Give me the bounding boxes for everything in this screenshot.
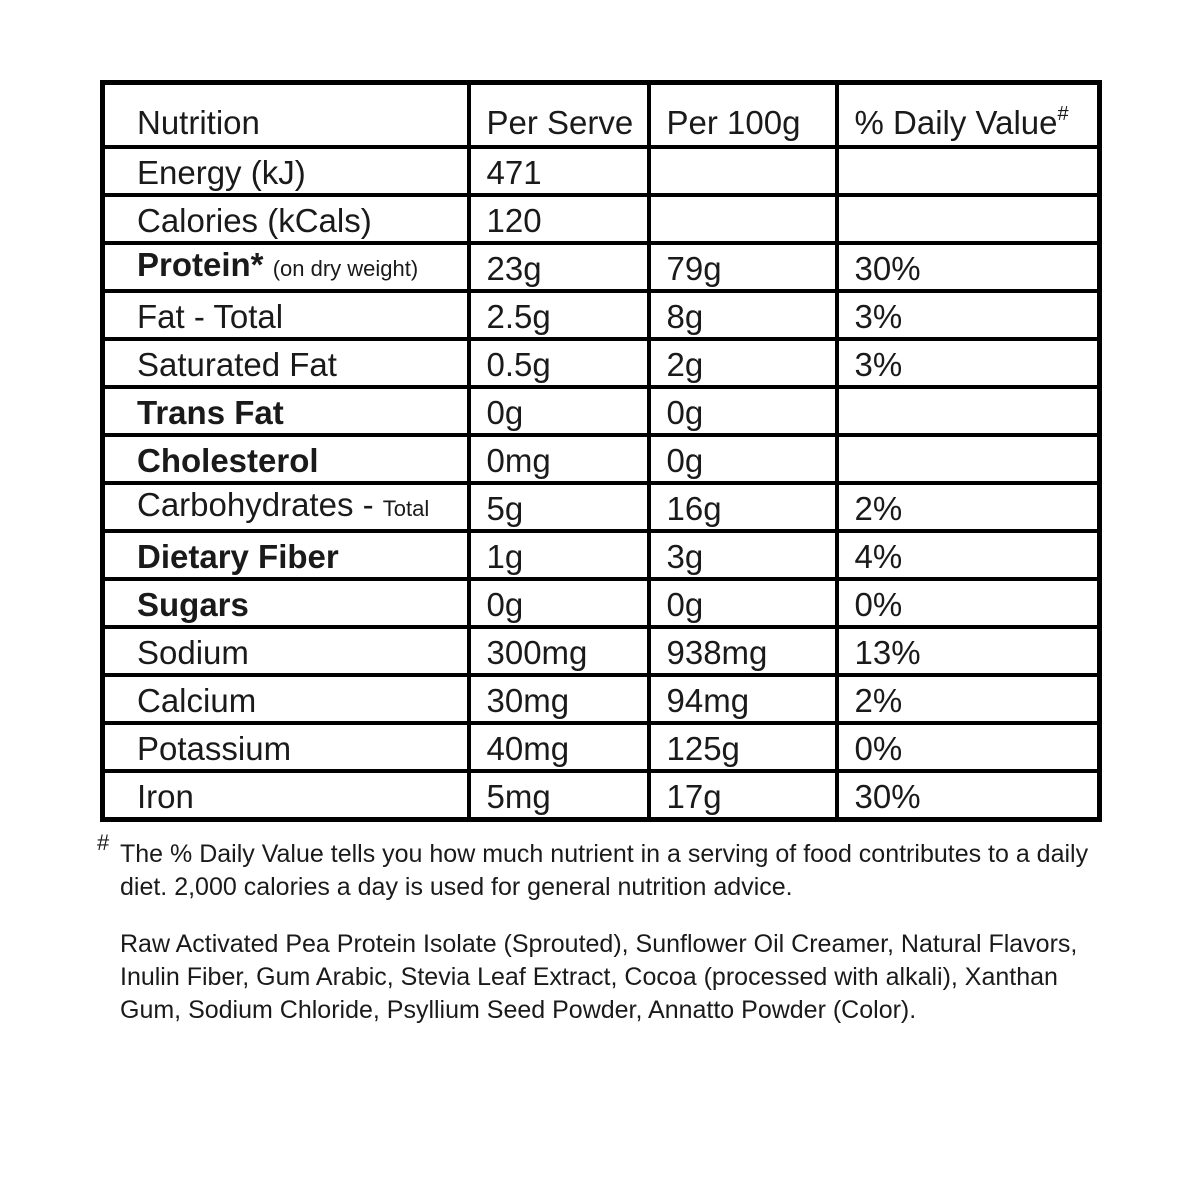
- nutrient-label: Energy (kJ): [137, 154, 306, 191]
- per-100g-value: 8g: [649, 291, 837, 339]
- nutrient-label-note: (on dry weight): [272, 256, 419, 281]
- daily-value-percent: [837, 147, 1100, 195]
- nutrient-label-cell: [103, 483, 469, 531]
- nutrition-panel: [97, 80, 1097, 1027]
- per-serve-value: 300mg: [469, 627, 649, 675]
- nutrient-label: Protein*: [137, 246, 264, 283]
- table-row: [103, 435, 1100, 483]
- daily-value-marker: #: [1057, 103, 1069, 125]
- per-serve-value: 40mg: [469, 723, 649, 771]
- per-serve-value: 1g: [469, 531, 649, 579]
- per-100g-value: 79g: [649, 243, 837, 291]
- table-row: [103, 243, 1100, 291]
- header-per-100g: Per 100g: [649, 83, 837, 148]
- nutrient-label: Calcium: [137, 682, 257, 719]
- daily-value-percent: 3%: [837, 291, 1100, 339]
- daily-value-percent: 3%: [837, 339, 1100, 387]
- per-serve-value: 471: [469, 147, 649, 195]
- nutrient-label: Cholesterol: [137, 442, 319, 479]
- table-row: [103, 483, 1100, 531]
- table-row: [103, 531, 1100, 579]
- daily-value-percent: 4%: [837, 531, 1100, 579]
- daily-value-percent: 2%: [837, 675, 1100, 723]
- daily-value-percent: [837, 435, 1100, 483]
- per-serve-value: 30mg: [469, 675, 649, 723]
- daily-value-percent: 2%: [837, 483, 1100, 531]
- daily-value-percent: 30%: [837, 771, 1100, 820]
- nutrient-label-cell: [103, 579, 469, 627]
- nutrient-label-cell: [103, 723, 469, 771]
- nutrient-label: Dietary Fiber: [137, 538, 339, 575]
- table-row: [103, 387, 1100, 435]
- per-100g-value: 0g: [649, 579, 837, 627]
- footnote-text: The % Daily Value tells you how much nutrient in a serving of food contributes to a daily diet. 2,000 calories a day is used for general nutrition advice.: [120, 840, 1089, 901]
- nutrient-label: Carbohydrates -: [137, 486, 383, 523]
- daily-value-percent: 0%: [837, 579, 1100, 627]
- nutrient-label-cell: [103, 195, 469, 243]
- per-100g-value: 17g: [649, 771, 837, 820]
- ingredients-list: Raw Activated Pea Protein Isolate (Sprouted), Sunflower Oil Creamer, Natural Flavors, Inulin Fiber, Gum Arabic, Stevia Leaf Extract, Cocoa (processed with alkali), Xanthan Gum, Sodium Chloride, Psyllium Seed Powder, Annatto Powder (Color).: [120, 930, 1078, 1024]
- nutrient-label-cell: [103, 435, 469, 483]
- table-row: [103, 195, 1100, 243]
- daily-value-percent: 0%: [837, 723, 1100, 771]
- nutrient-label: Iron: [137, 778, 194, 815]
- per-serve-value: 0g: [469, 579, 649, 627]
- nutrient-label-cell: [103, 531, 469, 579]
- per-serve-value: 0mg: [469, 435, 649, 483]
- per-serve-value: 0.5g: [469, 339, 649, 387]
- table-row: [103, 339, 1100, 387]
- nutrient-label-cell: [103, 771, 469, 820]
- per-serve-value: 0g: [469, 387, 649, 435]
- per-serve-value: 5mg: [469, 771, 649, 820]
- nutrition-table: [100, 80, 1102, 822]
- nutrient-label: Saturated Fat: [137, 346, 337, 383]
- per-100g-value: 3g: [649, 531, 837, 579]
- per-serve-value: 5g: [469, 483, 649, 531]
- table-header-row: [103, 83, 1100, 148]
- nutrient-label-cell: [103, 627, 469, 675]
- header-nutrition: Nutrition: [103, 83, 469, 148]
- header-daily-value: [837, 83, 1100, 148]
- table-row: [103, 579, 1100, 627]
- per-100g-value: [649, 195, 837, 243]
- nutrient-label-cell: [103, 243, 469, 291]
- nutrient-label: Trans Fat: [137, 394, 284, 431]
- footnote-marker: #: [97, 830, 110, 855]
- nutrient-label-cell: [103, 147, 469, 195]
- daily-value-percent: [837, 387, 1100, 435]
- per-100g-value: [649, 147, 837, 195]
- daily-value-percent: 30%: [837, 243, 1100, 291]
- nutrient-label-cell: [103, 387, 469, 435]
- daily-value-percent: 13%: [837, 627, 1100, 675]
- table-row: [103, 675, 1100, 723]
- nutrient-label-cell: [103, 291, 469, 339]
- table-row: [103, 147, 1100, 195]
- nutrient-label-cell: [103, 339, 469, 387]
- per-serve-value: 120: [469, 195, 649, 243]
- nutrient-label-cell: [103, 675, 469, 723]
- daily-value-footnote: [97, 830, 1097, 904]
- per-100g-value: 2g: [649, 339, 837, 387]
- per-100g-value: 16g: [649, 483, 837, 531]
- nutrient-label: Fat - Total: [137, 298, 284, 335]
- table-row: [103, 771, 1100, 820]
- per-100g-value: 0g: [649, 387, 837, 435]
- per-100g-value: 0g: [649, 435, 837, 483]
- table-row: [103, 291, 1100, 339]
- nutrient-label: Calories (kCals): [137, 202, 372, 239]
- table-row: [103, 627, 1100, 675]
- per-100g-value: 94mg: [649, 675, 837, 723]
- per-serve-value: 23g: [469, 243, 649, 291]
- per-100g-value: 125g: [649, 723, 837, 771]
- daily-value-percent: [837, 195, 1100, 243]
- per-100g-value: 938mg: [649, 627, 837, 675]
- table-body: [103, 147, 1100, 820]
- per-serve-value: 2.5g: [469, 291, 649, 339]
- header-per-serve: Per Serve: [469, 83, 649, 148]
- table-row: [103, 723, 1100, 771]
- nutrient-label-note: Total: [382, 496, 430, 521]
- nutrient-label: Potassium: [137, 730, 292, 767]
- header-daily-value-label: % Daily Value: [854, 104, 1058, 141]
- nutrient-label: Sodium: [137, 634, 249, 671]
- nutrient-label: Sugars: [137, 586, 249, 623]
